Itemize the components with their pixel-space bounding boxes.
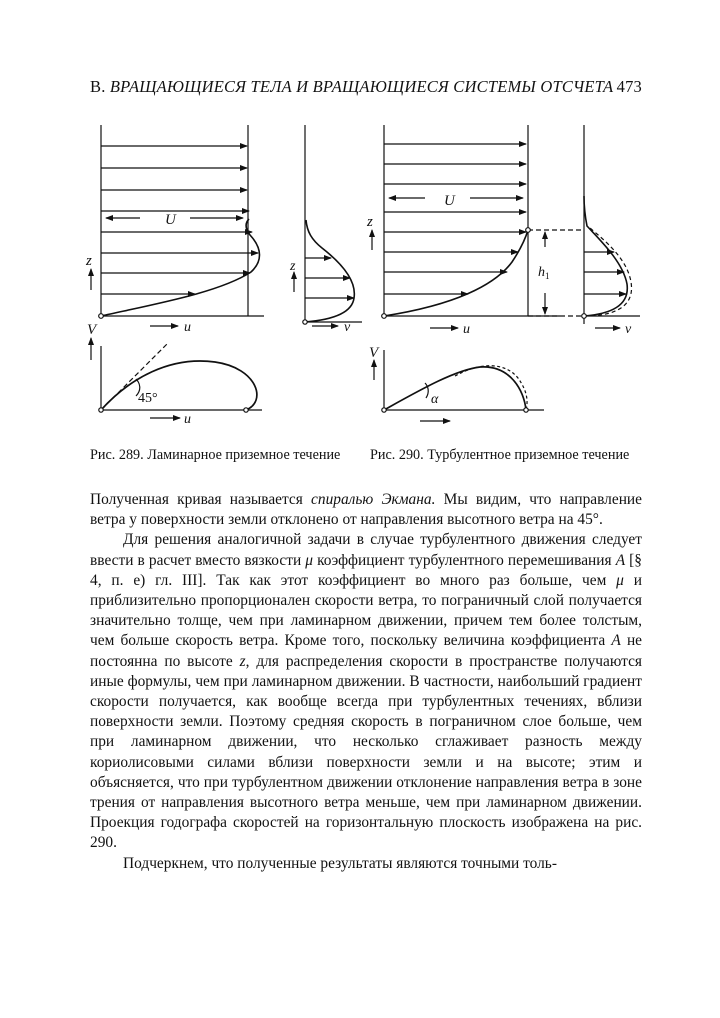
fig290-v-label: v xyxy=(625,322,632,337)
fig289-hodo-u-label: u xyxy=(184,412,191,427)
header-title: ВРАЩАЮЩИЕСЯ ТЕЛА И ВРАЩАЮЩИЕСЯ СИСТЕМЫ ОТСЧЕТА xyxy=(109,77,614,96)
figure290-caption: Рис. 290. Турбулентное приземное течение xyxy=(370,447,630,463)
fig289-U-label: U xyxy=(165,212,176,228)
term-ekman-spiral: спиралью Экмана. xyxy=(311,491,436,508)
fig289-vz-label: z xyxy=(290,259,296,274)
fig289-v-label: v xyxy=(344,320,351,335)
fig290-hodograph xyxy=(374,350,544,421)
fig289-hodograph xyxy=(91,338,262,418)
paragraph-1: Полученная кривая называется спиралью Экмана. Мы видим, что направление ветра у поверхности земли отклонено от направления высотного ветра на 45°. xyxy=(90,491,642,529)
fig290-u-label: u xyxy=(463,322,470,337)
fig290-z-label: z xyxy=(367,214,373,230)
fig289-z-label: z xyxy=(86,253,92,269)
paragraph-2: Для решения аналогичной задачи в случае турбулентного движения следует ввести в расчет вместо вязкости μ коэффициент турбулентного перемешивания A [§ 4, п. е) гл. III]. Так как этот коэффициент во много раз больше, чем μ и приблизительно пропорционален скорости ветра, то пограничный слой получается значительно толще, чем при ламинарном движении, причем тем более толстым, чем больше скорость ветра. Кроме того, поскольку величина коэффициента A не постоянна по высоте z, для распределения скорости в пространстве получаются иные формулы, чем при ламинарном движении. В частности, наибольший градиент скорости получается, как вообще всегда при турбулентных течениях, вблизи поверхности земли. Поэтому средняя скорость в пограничном слое больше, чем при ламинарном движении, что несколько сглаживает разность между кориолисовыми силами вблизи поверхности земли и на высоте; этим и объясняется, что при турбулентном движении отклонение направления ветра в зоне трения от направления высотного ветра меньше, чем при ламинарном движении. Проекция годографа скоростей на горизонтальную плоскость изображена на рис. 290. xyxy=(90,531,643,852)
paragraph-3: Подчеркнем, что полученные результаты являются точными толь- xyxy=(123,854,557,872)
fig290-U-label: U xyxy=(444,193,455,209)
fig289-V-label: V xyxy=(87,322,97,338)
fig289-v-profile xyxy=(294,125,362,326)
body-text xyxy=(90,490,642,874)
fig290-v-profile xyxy=(582,125,640,328)
fig289-u-label: u xyxy=(184,320,191,335)
figures-svg xyxy=(0,0,720,445)
fig290-alpha-label: α xyxy=(431,392,439,407)
fig290-V-label: V xyxy=(369,345,379,361)
fig289-angle-label: 45° xyxy=(138,391,158,406)
figure289-caption: Рис. 289. Ламинарное приземное течение xyxy=(90,447,341,463)
fig289-u-profile xyxy=(91,125,264,326)
page-number: 473 xyxy=(616,77,642,96)
fig290-h-label: $h_1$ xyxy=(538,265,550,281)
fig290-u-profile xyxy=(372,125,584,328)
header-section: В. xyxy=(90,77,106,96)
